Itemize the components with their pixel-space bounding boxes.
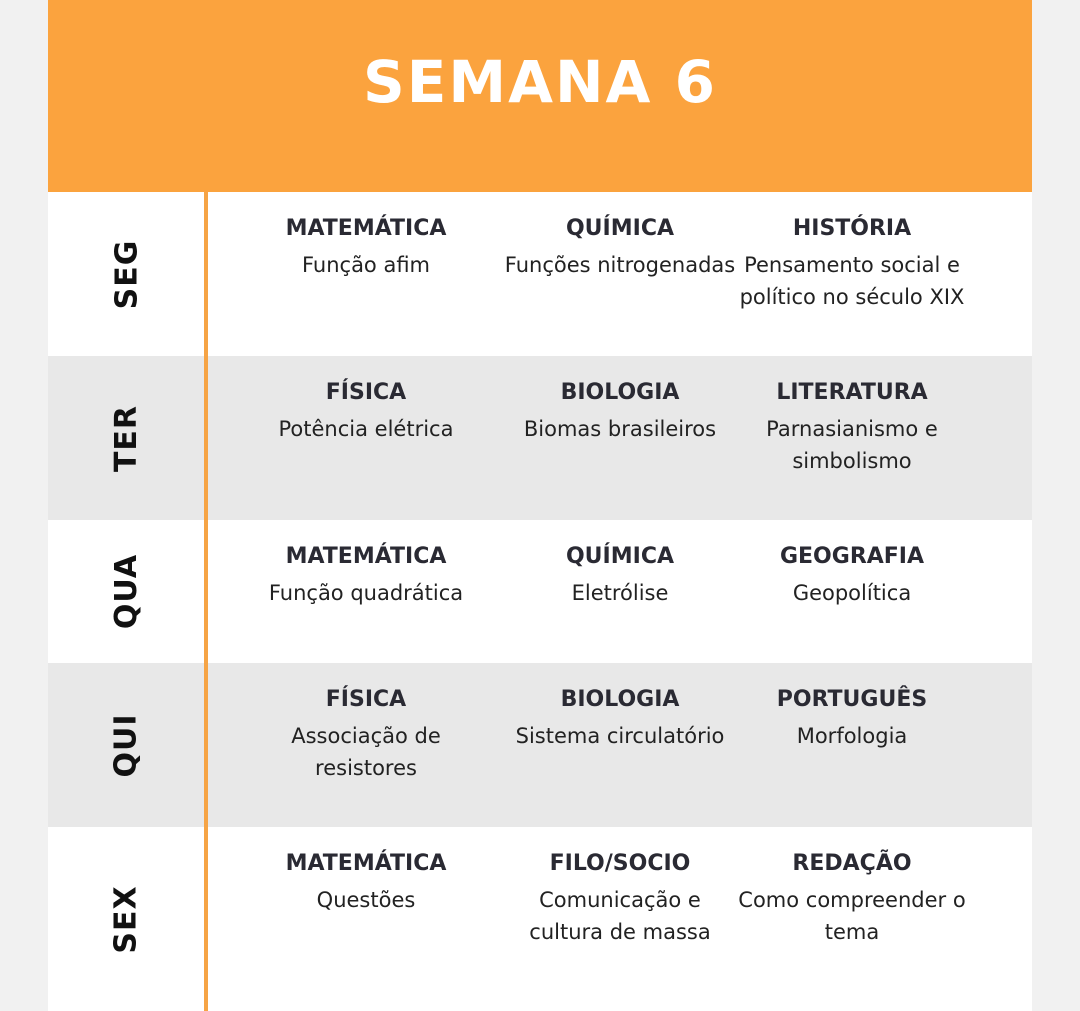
subject-label: QUÍMICA	[565, 216, 674, 241]
day-row-qui	[48, 663, 1032, 827]
schedule-card	[48, 0, 1032, 1011]
subject-label: FILO/SOCIO	[549, 851, 691, 876]
topic-text: Função quadrática	[268, 581, 464, 605]
subject-label: QUÍMICA	[565, 544, 674, 569]
subject-label: FÍSICA	[325, 380, 407, 405]
day-row-qua	[48, 520, 1032, 663]
topic-text: Como compreender o tema	[738, 888, 966, 944]
schedule-cell	[246, 380, 486, 445]
schedule-cell	[732, 687, 972, 752]
day-label	[48, 663, 205, 827]
schedule-cell	[246, 687, 486, 784]
schedule-cell	[732, 216, 972, 313]
day-text: QUI	[109, 712, 144, 778]
topic-text: Associação de resistores	[291, 724, 441, 780]
subject-label: LITERATURA	[776, 380, 928, 405]
topic-text: Geopolítica	[792, 581, 912, 605]
day-row-ter	[48, 356, 1032, 520]
schedule-cell	[500, 216, 740, 281]
day-label	[48, 192, 205, 356]
header-banner	[48, 0, 1032, 192]
subject-label: HISTÓRIA	[792, 216, 912, 241]
day-text: QUA	[108, 553, 144, 630]
subject-label: REDAÇÃO	[792, 851, 912, 876]
subject-label: MATEMÁTICA	[285, 851, 447, 876]
topic-text: Potência elétrica	[278, 417, 454, 441]
topic-text: Comunicação e cultura de massa	[529, 888, 711, 944]
schedule-cell	[246, 851, 486, 916]
divider-line	[204, 192, 208, 1011]
subject-label: FÍSICA	[325, 687, 407, 712]
schedule-cell	[500, 851, 740, 948]
schedule-cell	[500, 687, 740, 752]
schedule-cell	[500, 380, 740, 445]
subject-label: PORTUGUÊS	[776, 687, 928, 712]
day-label	[48, 520, 205, 663]
schedule-cell	[500, 544, 740, 609]
subject-label: BIOLOGIA	[560, 687, 680, 712]
topic-text: Biomas brasileiros	[523, 417, 717, 441]
topic-text: Questões	[316, 888, 416, 912]
topic-text: Pensamento social e político no século XIX	[739, 253, 965, 309]
topic-text: Parnasianismo e simbolismo	[766, 417, 938, 473]
subject-label: MATEMÁTICA	[285, 216, 447, 241]
schedule-cell	[732, 544, 972, 609]
schedule-cell	[732, 851, 972, 948]
topic-text: Funções nitrogenadas	[504, 253, 736, 277]
subject-label: MATEMÁTICA	[285, 544, 447, 569]
topic-text: Eletrólise	[571, 581, 669, 605]
schedule-cell	[246, 544, 486, 609]
day-label	[48, 356, 205, 520]
day-label	[48, 827, 205, 1011]
topic-text: Morfologia	[796, 724, 908, 748]
schedule-cell	[246, 216, 486, 281]
day-text: SEG	[108, 239, 144, 309]
day-text: SEX	[108, 884, 144, 954]
topic-text: Função afim	[301, 253, 431, 277]
page-title: SEMANA 6	[363, 48, 717, 116]
day-row-sex	[48, 827, 1032, 1011]
day-row-seg	[48, 192, 1032, 356]
subject-label: BIOLOGIA	[560, 380, 680, 405]
subject-label: GEOGRAFIA	[779, 544, 925, 569]
day-text: TER	[109, 404, 144, 472]
topic-text: Sistema circulatório	[515, 724, 725, 748]
schedule-cell	[732, 380, 972, 477]
